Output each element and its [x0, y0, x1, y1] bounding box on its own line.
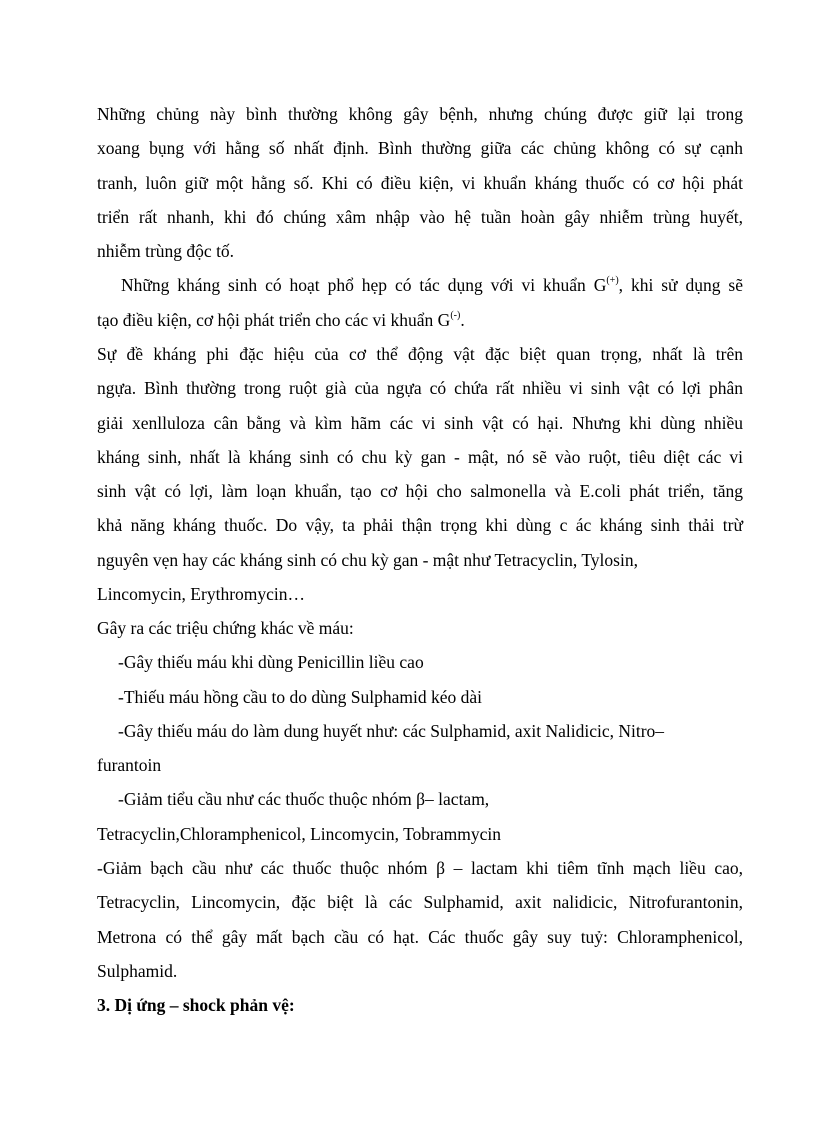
paragraph-2-line-1	[121, 274, 743, 296]
paragraph-4-line-6: -Giảm tiểu cầu như các thuốc thuộc nhóm β– lactam,	[118, 789, 490, 809]
superscript-plus: (+)	[606, 275, 619, 287]
text-run: .	[460, 310, 465, 330]
paragraph-5-line-3: Metrona có thể gây mất bạch cầu có hạt. Các thuốc gây suy tuỷ: Chloramphenicol,	[97, 927, 743, 947]
paragraph-5-line-1: -Giảm bạch cầu như các thuốc thuộc nhóm β – lactam khi tiêm tĩnh mạch liều cao,	[97, 858, 743, 878]
paragraph-4-line-5: furantoin	[97, 755, 162, 775]
paragraph-3-line-8: Lincomycin, Erythromycin…	[97, 584, 306, 604]
paragraph-3-line-5: sinh vật có lợi, làm loạn khuẩn, tạo cơ hội cho salmonella và E.coli phát triển, tăng	[97, 481, 743, 501]
paragraph-3-line-7: nguyên vẹn hay các kháng sinh có chu kỳ gan - mật như Tetracyclin, Tylosin,	[97, 550, 638, 570]
paragraph-1-line-5: nhiễm trùng độc tố.	[97, 241, 235, 261]
paragraph-1-line-1: Những chủng này bình thường không gây bệnh, nhưng chúng được giữ lại trong	[97, 104, 743, 124]
paragraph-5-line-2: Tetracyclin, Lincomycin, đặc biệt là các Sulphamid, axit nalidicic, Nitrofurantonin,	[97, 892, 743, 912]
paragraph-1-line-4: triển rất nhanh, khi đó chúng xâm nhập vào hệ tuần hoàn gây nhiễm trùng huyết,	[97, 207, 743, 227]
paragraph-3-line-3: giải xenlluloza cân bằng và kìm hãm các vi sinh vật có hại. Nhưng khi dùng nhiều	[97, 413, 743, 433]
superscript-minus: (-)	[450, 310, 461, 322]
text-run: Những kháng sinh có hoạt phổ hẹp có tác dụng với vi khuẩn G	[121, 275, 607, 295]
paragraph-3-line-6: khả năng kháng thuốc. Do vậy, ta phải thận trọng khi dùng c ác kháng sinh thải trừ	[97, 515, 743, 535]
paragraph-4-line-3: -Thiếu máu hồng cầu to do dùng Sulphamid kéo dài	[118, 687, 483, 707]
paragraph-2-line-2	[97, 309, 465, 331]
text-run: tạo điều kiện, cơ hội phát triển cho các vi khuẩn G	[97, 310, 451, 330]
paragraph-4-line-1: Gây ra các triệu chứng khác về máu:	[97, 618, 354, 638]
paragraph-3-line-2: ngựa. Bình thường trong ruột già của ngựa có chứa rất nhiều vi sinh vật có lợi phân	[97, 378, 743, 398]
paragraph-4-line-7: Tetracyclin,Chloramphenicol, Lincomycin, Tobrammycin	[97, 824, 501, 844]
section-heading: 3. Dị ứng – shock phản vệ:	[97, 995, 295, 1015]
paragraph-5-line-4: Sulphamid.	[97, 961, 178, 981]
paragraph-1-line-2: xoang bụng với hằng số nhất định. Bình thường giữa các chủng không có sự cạnh	[97, 138, 743, 158]
text-run: , khi sử dụng sẽ	[618, 275, 743, 295]
paragraph-4-line-4: -Gây thiếu máu do làm dung huyết như: các Sulphamid, axit Nalidicic, Nitro–	[118, 721, 665, 741]
paragraph-1-line-3: tranh, luôn giữ một hằng số. Khi có điều kiện, vi khuẩn kháng thuốc có cơ hội phát	[97, 173, 743, 193]
paragraph-4-line-2: -Gây thiếu máu khi dùng Penicillin liều cao	[118, 652, 424, 672]
paragraph-3-line-1: Sự đề kháng phi đặc hiệu của cơ thể động vật đặc biệt quan trọng, nhất là trên	[97, 344, 743, 364]
paragraph-3-line-4: kháng sinh, nhất là kháng sinh có chu kỳ gan - mật, nó sẽ vào ruột, tiêu diệt các vi	[97, 447, 743, 467]
